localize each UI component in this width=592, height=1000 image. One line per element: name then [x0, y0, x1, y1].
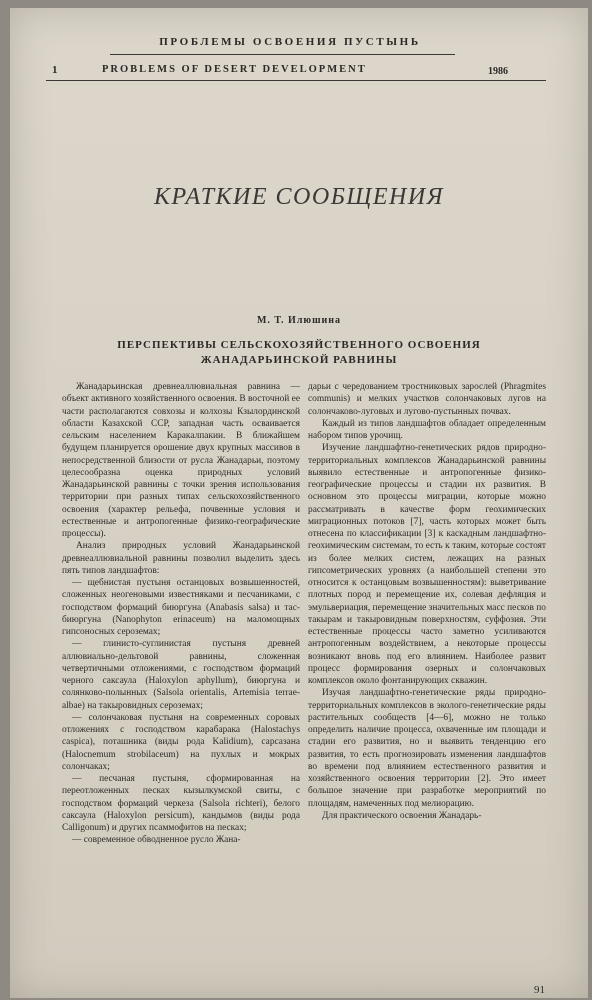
paragraph: Анализ природных условий Жанадарьинской древнеаллювиальной равнины позволил выделить здесь пять типов ландшафтов:: [62, 541, 300, 576]
running-head: [10, 8, 588, 88]
article-title-line: ЖАНАДАРЬИНСКОЙ РАВНИНЫ: [200, 354, 398, 366]
issue-year: 1986: [488, 66, 508, 77]
text-column-left: [62, 381, 300, 847]
header-rule-bottom: [46, 80, 546, 81]
paragraph: Изучая ландшафтно-генетические ряды природно-территориальных комплексов в эколого-генетические ряды растительных сообществ [4—6], можно не только определить наличие процесса, охваченные им площади и стадии его развития, но и выявить тенденцию его развития, то есть прогнозировать изменения ландшафтов во времени под влиянием естественного развития и хозяйственного освоения территории [2]. Это имеет большое значение при разработке мероприятий по площадям, намеченных под мелиорацию.: [308, 688, 546, 809]
landscape-type-item: — щебнистая пустыня останцовых возвышенностей, сложенных неогеновыми известняками и песчаниками, с господством формаций биюргуна (Anabasis salsa) и тас-биюргуна (Nanophyton erinaceum) на маломощных гипсоносных сероземах;: [62, 578, 300, 637]
issue-number: 1: [52, 64, 58, 76]
paragraph: Для практического освоения Жанадарь-: [322, 810, 482, 821]
page-number: 91: [534, 984, 545, 996]
journal-title-ru: ПРОБЛЕМЫ ОСВОЕНИЯ ПУСТЫНЬ: [159, 36, 421, 48]
paragraph: Каждый из типов ландшафтов обладает определенным набором типов урочищ.: [308, 418, 546, 441]
article-title-line: ПЕРСПЕКТИВЫ СЕЛЬСКОХОЗЯЙСТВЕННОГО ОСВОЕНИЯ: [117, 339, 481, 351]
article-title: [10, 338, 588, 368]
journal-title-en: PROBLEMS OF DESERT DEVELOPMENT: [102, 64, 367, 75]
paragraph-continuation: дарьи с чередованием тростниковых зарослей (Phragmites communis) и мелких участков солончаковых лугов на солончаково-луговых и лугово-пустынных почвах.: [308, 382, 546, 417]
paragraph: Жанадарьинская древнеаллювиальная равнина — объект активного хозяйственного освоения. В восточной ее части располагаются совхозы и колхозы Кзылординской области Казахской ССР, западная часть осваивается сельским населением Каракалпакии. В ближайшем будущем планируется орошение двух крупных массивов в непосредственной близости от русла Жанадарьи, поэтому целесообразна оценка природных условий Жанадарьинской равнины с точки зрения использования территории при разных типах сельскохозяйственного освоения (характер рельефа, почвенные условия и естественные и антропогенные физико-географические процессы).: [62, 382, 300, 539]
landscape-type-item: — глинисто-суглинистая пустыня древней аллювиально-дельтовой равнины, сложенная четвертичными отложениями, с господством формаций черного саксаула (Haloxylon aphyllum), биюргуна и солянково-полынных (Salsola orientalis, Artemisia terrae-albae) на такыровидных сероземах;: [62, 639, 300, 711]
landscape-type-item: — песчаная пустыня, сформированная на переотложенных песках кызылкумской свиты, с господством формаций черкеза (Salsola richteri), белого саксаула (Haloxylon persicum), кандымов (виды рода Calligonum) и других псаммофитов на песках;: [62, 774, 300, 833]
landscape-type-item: — солончаковая пустыня на современных соровых отложениях с господством карабарака (Halostachys caspica), поташника (виды рода Kalidium), сарсазана (Halocnemum strobilaceum) на пухлых и мокрых солончаках;: [62, 712, 300, 772]
paragraph: Изучение ландшафтно-генетических рядов природно-территориальных комплексов Жанадарьинской равнины выявило естественные и антропогенные физико-географические процессы и стадии их развития. В основном это процессы миграции, которые можно рассматривать в качестве форм геохимических миграционных потоков [7], часть которых может быть отнесена по классификации [3] к каскадным ландшафтно-геохимическим системам, то есть к таким, которые состоят из более мелких систем, лежащих на разных гипсометрических уровнях (а наибольшей степени это относится к останцовым возвышенностям): выветривание плотных пород и перемещение их, солевая дефляция и эмульвериация, перемещение значительных масс песков по такырам и такыровидным поверхностям, суффозия. Эти естественные процессы часто заметно усиливаются антропогенным воздействием, а некоторые процессы возникают вновь под его влиянием. Наиболее развит процесс формирования озерных и солончаковых комплексов около фонтанирующих скважин.: [308, 443, 546, 686]
section-title: КРАТКИЕ СООБЩЕНИЯ: [154, 184, 444, 210]
article-author: М. Т. Илюшина: [256, 315, 342, 326]
journal-page: [10, 8, 588, 998]
landscape-type-item: — современное обводненное русло Жана-: [72, 835, 241, 846]
header-rule-top: [110, 54, 455, 55]
text-column-right: [308, 381, 546, 822]
